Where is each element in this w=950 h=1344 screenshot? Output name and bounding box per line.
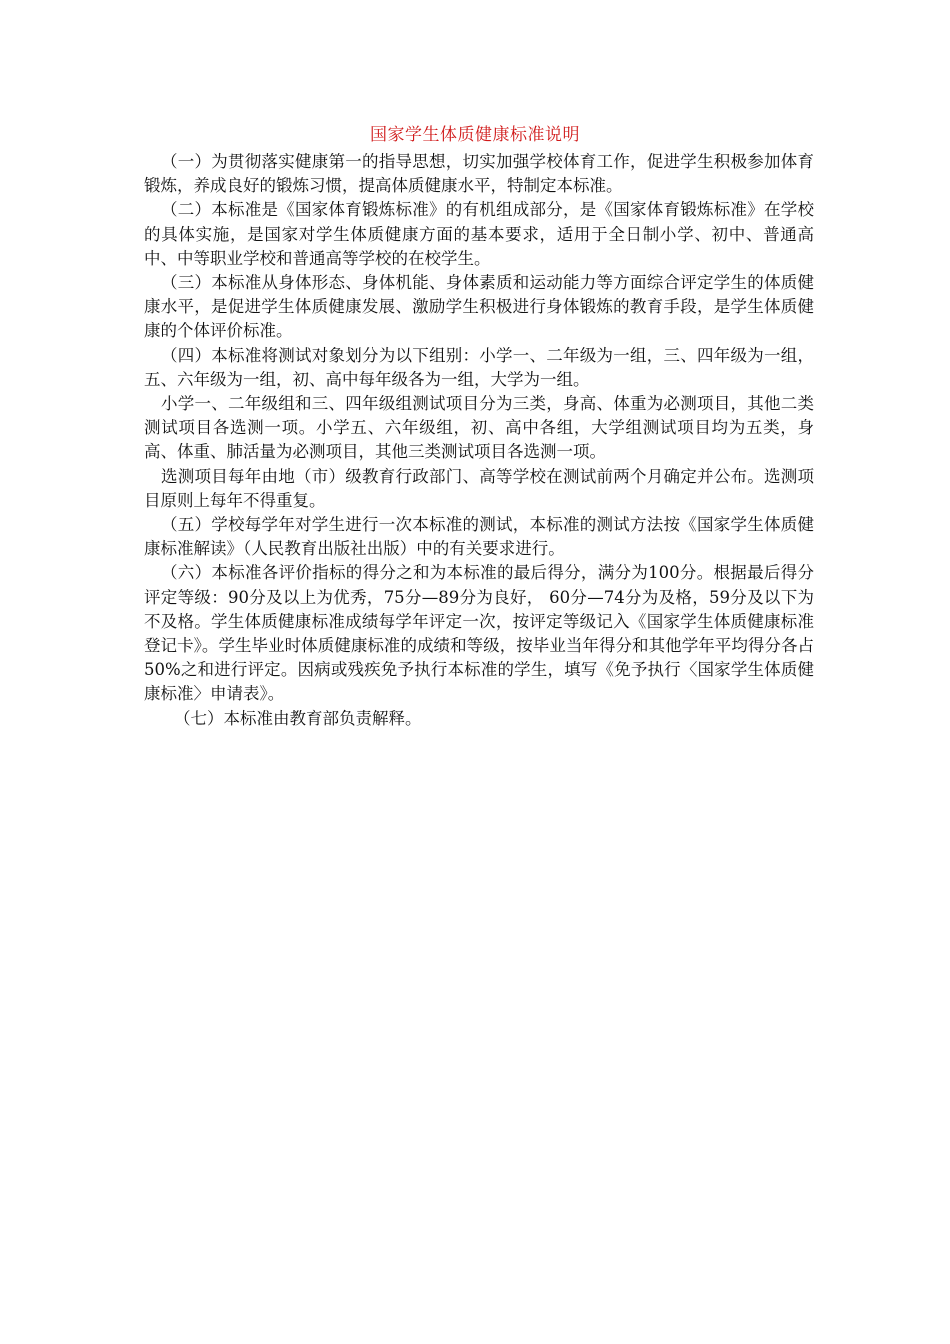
paragraph-8: （六）本标准各评价指标的得分之和为本标准的最后得分，满分为100分。根据最后得分评定等级：90分及以上为优秀，75分—89分为良好， 60分—74分为及格，59分及以下为不及格。学生体质健康标准成绩每学年评定一次，按评定等级记入《国家学生体质健康标准登记卡》。学生毕业时体质健康标准的成绩和等级，按毕业当年得分和其他学年平均得分各占50%之和进行评定。因病或残疾免予执行本标准的学生，填写《免予执行〈国家学生体质健康标准〉申请表》。 <box>144 563 814 704</box>
paragraph-4: （四）本标准将测试对象划分为以下组别：小学一、二年级为一组，三、四年级为一组，五、六年级为一组，初、高中每年级各为一组，大学为一组。 <box>144 345 814 389</box>
document-title: 国家学生体质健康标准说明 <box>370 125 580 145</box>
paragraph-7: （五）学校每学年对学生进行一次本标准的测试，本标准的测试方法按《国家学生体质健康标准解读》（人民教育出版社出版）中的有关要求进行。 <box>144 515 814 559</box>
paragraph-6: 选测项目每年由地（市）级教育行政部门、高等学校在测试前两个月确定并公布。选测项目原则上每年不得重复。 <box>144 466 814 510</box>
document-body <box>144 150 814 731</box>
paragraph-2: （二）本标准是《国家体育锻炼标准》的有机组成部分，是《国家体育锻炼标准》在学校的具体实施，是国家对学生体质健康方面的基本要求，适用于全日制小学、初中、普通高中、中等职业学校和普通高等学校的在校学生。 <box>144 200 814 268</box>
paragraph-3: （三）本标准从身体形态、身体机能、身体素质和运动能力等方面综合评定学生的体质健康水平，是促进学生体质健康发展、激励学生积极进行身体锻炼的教育手段，是学生体质健康的个体评价标准。 <box>144 273 814 341</box>
paragraph-1: （一）为贯彻落实健康第一的指导思想，切实加强学校体育工作，促进学生积极参加体育锻炼，养成良好的锻炼习惯，提高体质健康水平，特制定本标准。 <box>144 152 814 196</box>
paragraph-9: （七）本标准由教育部负责解释。 <box>174 708 422 728</box>
paragraph-5: 小学一、二年级组和三、四年级组测试项目分为三类，身高、体重为必测项目，其他二类测试项目各选测一项。小学五、六年级组，初、高中各组，大学组测试项目均为五类，身高、体重、肺活量为必测项目，其他三类测试项目各选测一项。 <box>144 394 814 462</box>
